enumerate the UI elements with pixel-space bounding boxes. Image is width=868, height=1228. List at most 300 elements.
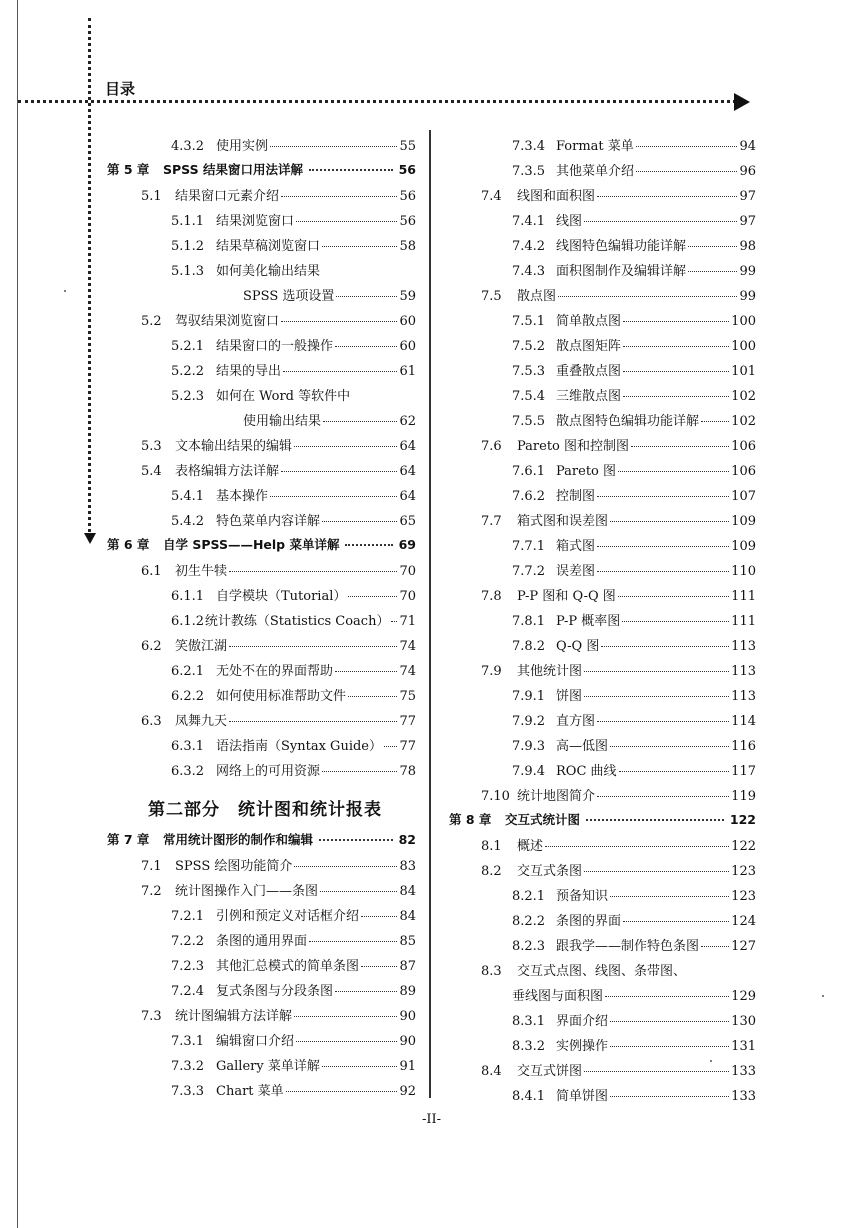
column-divider [429, 130, 431, 1098]
toc-entry-title: 交互式条图 [517, 864, 583, 879]
toc-entry [512, 335, 756, 355]
toc-entry-title: SPSS 选项设置 [243, 289, 335, 304]
toc-entry-page: 56 [399, 189, 416, 204]
toc-entry [512, 160, 756, 180]
dot-leader [631, 446, 729, 447]
toc-entry-page: 92 [399, 1084, 416, 1099]
toc-entry-title: P-P 图和 Q-Q 图 [517, 589, 616, 604]
dot-leader [323, 421, 397, 422]
toc-entry-title: Pareto 图和控制图 [517, 439, 630, 454]
dot-leader [229, 571, 397, 572]
toc-entry-number: 7.9.3 [512, 739, 546, 754]
toc-entry-title: 交互式点图、线图、条带图、 [517, 964, 687, 979]
toc-entry-number: 7.9.2 [512, 714, 546, 729]
toc-entry-page: 58 [399, 239, 416, 254]
dot-leader [584, 696, 729, 697]
toc-entry [512, 385, 756, 405]
toc-entry [171, 685, 416, 705]
toc-entry-title: 散点图 [517, 289, 557, 304]
toc-entry [512, 760, 756, 780]
toc-entry-number: 5.4 [141, 464, 162, 479]
toc-entry-page: 89 [399, 984, 416, 999]
dot-leader [335, 671, 397, 672]
right-arrow-icon [734, 93, 750, 111]
page-number: -II- [422, 1112, 442, 1127]
dot-leader [281, 196, 397, 197]
scan-speck [710, 1060, 712, 1062]
toc-entry-page: 131 [731, 1039, 756, 1054]
toc-entry-title: 结果草稿浏览窗口 [216, 239, 321, 254]
toc-entry-number: 7.5.1 [512, 314, 546, 329]
toc-entry-number: 8.3 [481, 964, 502, 979]
toc-entry-page: 99 [739, 264, 756, 279]
toc-entry-number: 5.4.2 [171, 514, 205, 529]
toc-entry-title: 三维散点图 [556, 389, 622, 404]
toc-entry-number: 7.8 [481, 589, 502, 604]
toc-entry-title: 线图 [556, 214, 583, 229]
toc-entry-title: 网络上的可用资源 [216, 764, 321, 779]
toc-entry [512, 260, 756, 280]
toc-entry-number: 7.7 [481, 514, 502, 529]
toc-entry-title: 复式条图与分段条图 [216, 984, 334, 999]
toc-entry-title: 垂线图与面积图 [512, 989, 604, 1004]
dot-leader [605, 996, 729, 997]
toc-entry-page: 84 [399, 909, 416, 924]
toc-entry-page: 110 [731, 564, 756, 579]
toc-entry-title: Pareto 图 [556, 464, 617, 479]
toc-entry-title: 条图的界面 [556, 914, 622, 929]
toc-entry-page: 64 [399, 489, 416, 504]
toc-entry-title: 面积图制作及编辑详解 [556, 264, 687, 279]
toc-entry-title: 线图和面积图 [517, 189, 596, 204]
page-header-title: 目录 [105, 80, 136, 98]
toc-entry-page: 84 [399, 884, 416, 899]
toc-entry-title: 文本输出结果的编辑 [175, 439, 293, 454]
toc-entry [512, 735, 756, 755]
dot-leader [322, 521, 397, 522]
toc-entry-title: SPSS 绘图功能简介 [175, 859, 293, 874]
toc-entry-number: 8.3.1 [512, 1014, 546, 1029]
toc-entry-page: 97 [739, 189, 756, 204]
toc-entry-number: 8.2.3 [512, 939, 546, 954]
toc-entry-page: 116 [731, 739, 756, 754]
toc-entry [481, 185, 756, 205]
toc-entry-title: 结果窗口的一般操作 [216, 339, 334, 354]
toc-entry [512, 910, 756, 930]
toc-entry-number: 6.3.1 [171, 739, 205, 754]
dot-leader [296, 1041, 397, 1042]
toc-entry-title: 交互式统计图 [505, 812, 581, 827]
toc-entry-title: 跟我学——制作特色条图 [556, 939, 700, 954]
toc-entry-page: 61 [399, 364, 416, 379]
toc-entry-number: 5.2.1 [171, 339, 205, 354]
toc-entry [171, 235, 416, 255]
toc-entry [171, 210, 416, 230]
toc-entry-page: 122 [731, 839, 756, 854]
toc-entry-title: 初生牛犊 [175, 564, 228, 579]
toc-entry-title: 表格编辑方法详解 [175, 464, 280, 479]
toc-entry-title: 统计图编辑方法详解 [175, 1009, 293, 1024]
dot-leader [270, 496, 397, 497]
toc-entry-page: 83 [399, 859, 416, 874]
toc-entry [512, 1035, 756, 1055]
toc-entry-page: 114 [731, 714, 756, 729]
dot-leader [558, 296, 737, 297]
toc-entry-number: 7.9.1 [512, 689, 546, 704]
dot-leader [294, 866, 397, 867]
toc-entry [171, 930, 416, 950]
toc-entry [171, 735, 416, 755]
toc-entry-page: 107 [731, 489, 756, 504]
toc-entry-number: 5.1.3 [171, 264, 205, 279]
toc-entry-title: 误差图 [556, 564, 596, 579]
toc-entry-page: 62 [399, 414, 416, 429]
toc-entry-page: 109 [731, 539, 756, 554]
toc-entry-page: 129 [731, 989, 756, 1004]
toc-entry [481, 1060, 756, 1080]
toc-entry [171, 360, 416, 380]
dot-leader [688, 246, 737, 247]
toc-entry-page: 82 [398, 832, 416, 847]
dot-leader [623, 346, 729, 347]
dot-leader [623, 921, 729, 922]
toc-entry-number: 7.3.5 [512, 164, 546, 179]
dot-leader [610, 1021, 729, 1022]
toc-entry-page: 119 [731, 789, 756, 804]
dot-leader [309, 941, 397, 942]
toc-entry [171, 1055, 416, 1075]
toc-entry-title: Q-Q 图 [556, 639, 600, 654]
dot-leader [294, 446, 397, 447]
toc-entry-page: 102 [731, 389, 756, 404]
toc-entry-page: 113 [731, 664, 756, 679]
dot-leader [335, 346, 397, 347]
toc-entry-page: 64 [399, 464, 416, 479]
dot-leader [391, 621, 397, 622]
toc-entry-number: 6.3 [141, 714, 162, 729]
dot-leader [636, 171, 737, 172]
toc-entry-title: 高—低图 [556, 739, 609, 754]
toc-entry-title: 统计教练（Statistics Coach） [204, 614, 390, 629]
toc-entry-number: 6.3.2 [171, 764, 205, 779]
dot-leader [320, 891, 397, 892]
toc-entry-number: 7.2.1 [171, 909, 205, 924]
dot-leader [597, 546, 729, 547]
toc-entry-number: 8.4.1 [512, 1089, 546, 1104]
toc-entry-page: 90 [399, 1034, 416, 1049]
toc-entry-page: 59 [399, 289, 416, 304]
toc-entry [481, 510, 756, 530]
toc-entry-page: 85 [399, 934, 416, 949]
toc-entry-title: 重叠散点图 [556, 364, 622, 379]
dot-leader [597, 571, 729, 572]
toc-entry-number: 第 5 章 [107, 162, 150, 177]
toc-entry-title: P-P 概率图 [556, 614, 621, 629]
toc-entry-number: 7.9.4 [512, 764, 546, 779]
toc-entry-page: 109 [731, 514, 756, 529]
toc-entry-number: 8.2 [481, 864, 502, 879]
toc-entry-title: 箱式图 [556, 539, 596, 554]
dot-leader [281, 471, 397, 472]
toc-entry-page: 60 [399, 339, 416, 354]
toc-entry [171, 335, 416, 355]
toc-entry-page: 70 [399, 564, 416, 579]
toc-entry-number: 第 6 章 [107, 537, 150, 552]
toc-entry [141, 1005, 416, 1025]
dot-leader [296, 221, 397, 222]
toc-entry [512, 310, 756, 330]
toc-entry [481, 585, 756, 605]
toc-entry-page: 78 [399, 764, 416, 779]
toc-entry [171, 760, 416, 780]
toc-entry-number: 7.4.2 [512, 239, 546, 254]
toc-entry [512, 610, 756, 630]
toc-entry-number: 7.9 [481, 664, 502, 679]
toc-entry-title: 自学模块（Tutorial） [216, 589, 347, 604]
toc-entry [512, 560, 756, 580]
dot-leader [361, 966, 397, 967]
toc-entry [171, 260, 320, 280]
toc-entry-title: 语法指南（Syntax Guide） [216, 739, 382, 754]
dot-leader [610, 746, 729, 747]
down-arrow-icon [84, 533, 96, 544]
toc-entry [512, 685, 756, 705]
toc-entry-page: 90 [399, 1009, 416, 1024]
toc-entry-number: 7.6 [481, 439, 502, 454]
dot-leader [229, 646, 397, 647]
toc-entry [243, 285, 416, 305]
dot-leader [597, 796, 729, 797]
toc-entry [481, 785, 756, 805]
toc-entry-title: 结果的导出 [216, 364, 282, 379]
toc-entry-title: 结果窗口元素介绍 [175, 189, 280, 204]
toc-entry-number: 7.4.1 [512, 214, 546, 229]
toc-entry [481, 285, 756, 305]
toc-entry [171, 585, 416, 605]
toc-entry-number: 7.5.2 [512, 339, 546, 354]
toc-entry-number: 6.1.2 [171, 614, 205, 629]
toc-entry-page: 122 [729, 812, 756, 827]
toc-chapter-entry [107, 535, 416, 555]
dot-leader [610, 896, 729, 897]
toc-entry-title: 控制图 [556, 489, 596, 504]
toc-entry-page: 106 [731, 464, 756, 479]
toc-entry-number: 7.2 [141, 884, 162, 899]
toc-entry [171, 385, 350, 405]
dot-leader [601, 646, 729, 647]
toc-entry-number: 8.2.1 [512, 889, 546, 904]
toc-entry [171, 510, 416, 530]
toc-entry-title: 概述 [517, 839, 544, 854]
toc-entry-page: 60 [399, 314, 416, 329]
toc-entry-number: 第 7 章 [107, 832, 150, 847]
toc-entry-title: 如何在 Word 等软件中 [216, 389, 351, 404]
dot-leader [270, 146, 397, 147]
toc-entry-page: 133 [731, 1064, 756, 1079]
toc-entry-number: 4.3.2 [171, 139, 205, 154]
dot-leader [322, 246, 397, 247]
toc-entry-page: 74 [399, 639, 416, 654]
part-heading: 第二部分 统计图和统计报表 [148, 800, 382, 820]
toc-entry-title: 其他菜单介绍 [556, 164, 635, 179]
toc-entry-title: 凤舞九天 [175, 714, 228, 729]
toc-entry-title: Format 菜单 [556, 139, 634, 154]
toc-entry-number: 7.7.2 [512, 564, 546, 579]
toc-entry [512, 1010, 756, 1030]
toc-entry-page: 133 [731, 1089, 756, 1104]
toc-entry-title: 简单饼图 [556, 1089, 609, 1104]
toc-entry-page: 77 [399, 739, 416, 754]
toc-entry-title: 自学 SPSS——Help 菜单详解 [163, 537, 340, 552]
toc-entry-title: ROC 曲线 [556, 764, 617, 779]
page-edge-rule [17, 0, 18, 1228]
toc-entry-page: 74 [399, 664, 416, 679]
toc-entry-title: 驾驭结果浏览窗口 [175, 314, 280, 329]
toc-entry-page: 113 [731, 639, 756, 654]
toc-entry-number: 7.8.1 [512, 614, 546, 629]
toc-entry-number: 7.8.2 [512, 639, 546, 654]
toc-entry-page: 111 [731, 614, 756, 629]
toc-entry-page: 113 [731, 689, 756, 704]
toc-entry-title: 结果浏览窗口 [216, 214, 295, 229]
dot-leader [345, 544, 392, 546]
toc-entry-page: 70 [399, 589, 416, 604]
toc-entry-number: 6.1.1 [171, 589, 205, 604]
toc-entry-page: 98 [739, 239, 756, 254]
toc-entry-number: 7.3.2 [171, 1059, 205, 1074]
toc-entry [171, 135, 416, 155]
toc-chapter-entry [107, 830, 416, 850]
dot-leader [286, 1091, 398, 1092]
toc-entry-title: 使用实例 [216, 139, 269, 154]
dot-leader [636, 146, 738, 147]
toc-entry-page: 123 [731, 864, 756, 879]
toc-entry-title: 基本操作 [216, 489, 269, 504]
toc-entry-number: 8.2.2 [512, 914, 546, 929]
toc-entry [141, 560, 416, 580]
toc-entry-number: 7.6.1 [512, 464, 546, 479]
toc-entry-number: 7.5 [481, 289, 502, 304]
toc-chapter-entry [107, 160, 416, 180]
dot-leader [619, 771, 730, 772]
toc-entry [512, 210, 756, 230]
toc-entry [512, 1085, 756, 1105]
toc-entry-number: 6.1 [141, 564, 162, 579]
toc-entry-page: 56 [398, 162, 416, 177]
toc-entry-title: Chart 菜单 [216, 1084, 284, 1099]
toc-entry-number: 5.2.2 [171, 364, 205, 379]
dot-leader [229, 721, 397, 722]
toc-entry [141, 435, 416, 455]
dot-leader [384, 746, 397, 747]
toc-entry-page: 71 [399, 614, 416, 629]
toc-entry [171, 660, 416, 680]
toc-entry-number: 6.2.2 [171, 689, 205, 704]
toc-entry-number: 7.10 [481, 789, 510, 804]
dot-leader [597, 196, 737, 197]
toc-entry-title: 特色菜单内容详解 [216, 514, 321, 529]
toc-entry-page: 91 [399, 1059, 416, 1074]
toc-entry-page: 127 [731, 939, 756, 954]
toc-entry-title: 其他统计图 [517, 664, 583, 679]
toc-entry [171, 610, 416, 630]
toc-entry [171, 1030, 416, 1050]
toc-entry-number: 5.2 [141, 314, 162, 329]
toc-entry-title: 界面介绍 [556, 1014, 609, 1029]
dot-leader [597, 496, 729, 497]
toc-entry-title: 使用输出结果 [243, 414, 322, 429]
toc-entry-number: 8.4 [481, 1064, 502, 1079]
toc-entry-title: 编辑窗口介绍 [216, 1034, 295, 1049]
dot-leader [688, 271, 737, 272]
toc-entry-title: 条图的通用界面 [216, 934, 308, 949]
toc-entry-title: 箱式图和误差图 [517, 514, 609, 529]
toc-entry-page: 97 [739, 214, 756, 229]
dot-leader [618, 471, 729, 472]
toc-entry-number: 7.1 [141, 859, 162, 874]
toc-entry-number: 7.2.3 [171, 959, 205, 974]
toc-entry-number: 5.1.1 [171, 214, 205, 229]
toc-entry-number: 7.5.3 [512, 364, 546, 379]
toc-entry-title: 简单散点图 [556, 314, 622, 329]
toc-entry-number: 7.3.3 [171, 1084, 205, 1099]
toc-entry-title: 饼图 [556, 689, 583, 704]
dot-leader [294, 1016, 397, 1017]
toc-entry-page: 123 [731, 889, 756, 904]
toc-entry-number: 5.1.2 [171, 239, 205, 254]
toc-entry [512, 985, 756, 1005]
toc-entry [512, 235, 756, 255]
dot-leader [322, 1066, 398, 1067]
dot-leader [319, 839, 393, 841]
toc-entry-title: 预备知识 [556, 889, 609, 904]
toc-entry [141, 880, 416, 900]
toc-entry [512, 535, 756, 555]
toc-entry-number: 第 8 章 [449, 812, 492, 827]
toc-entry [512, 485, 756, 505]
toc-entry [171, 905, 416, 925]
toc-entry [171, 1080, 416, 1100]
toc-entry-title: 散点图特色编辑功能详解 [556, 414, 700, 429]
toc-entry [141, 310, 416, 330]
scan-speck [822, 995, 824, 997]
dot-leader [610, 521, 729, 522]
toc-entry-page: 117 [731, 764, 756, 779]
toc-entry-page: 55 [399, 139, 416, 154]
toc-entry-title: 常用统计图形的制作和编辑 [163, 832, 314, 847]
scan-speck [64, 290, 66, 292]
toc-entry [512, 935, 756, 955]
dot-leader [281, 321, 397, 322]
toc-entry-number: 5.4.1 [171, 489, 205, 504]
toc-entry [141, 635, 416, 655]
dot-leader [348, 596, 397, 597]
dot-leader [336, 296, 397, 297]
toc-entry [171, 955, 416, 975]
toc-entry [171, 980, 416, 1000]
vertical-dotted-rule [88, 18, 91, 538]
toc-entry-page: 75 [399, 689, 416, 704]
dot-leader [584, 221, 737, 222]
toc-entry [512, 635, 756, 655]
toc-entry [512, 710, 756, 730]
dot-leader [322, 771, 397, 772]
toc-entry-page: 101 [731, 364, 756, 379]
toc-entry [512, 460, 756, 480]
toc-entry-title: 如何美化输出结果 [216, 264, 321, 279]
toc-entry-title: Gallery 菜单详解 [216, 1059, 320, 1074]
toc-entry-title: 引例和预定义对话框介绍 [216, 909, 360, 924]
